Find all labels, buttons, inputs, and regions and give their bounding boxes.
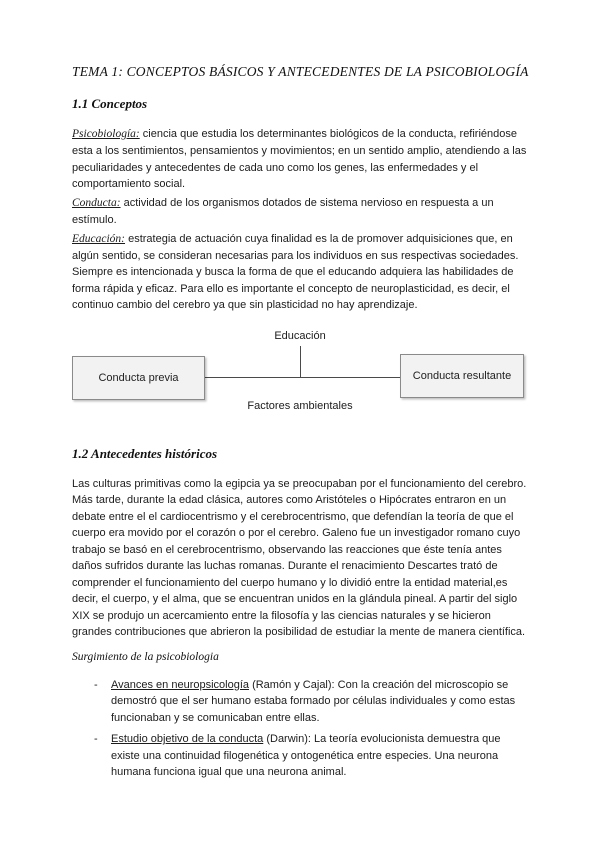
education-diagram	[72, 330, 528, 422]
section-1-heading: 1.1 Conceptos	[72, 96, 148, 111]
bullet-text-neuropsicologia: (Ramón y Cajal): Con la creación del microscopio se demostró que el ser humano estaba formado por células individuales y como estas funcionaban y se comunicaban entre ellas.	[111, 678, 516, 724]
definition-conducta-text: actividad de los organismos dotados de sistema nervioso en respuesta a un estímulo.	[72, 196, 494, 226]
bullet-text-conducta: (Darwin): La teoría evolucionista demuestra que existe una continuidad filogenética y ontogenética entre especies. Una neurona humana funciona igual que una neurona animal.	[111, 733, 501, 779]
definition-educacion-text: estrategia de actuación cuya finalidad es la de promover adquisiciones que, en algún sentido, se consideran necesarias para los individuos en sus respectivas sociedades. Siempre es intencionada y busca la forma de que el educando adquiera las habilidades de forma rápida y eficaz. Para ello es importante el concepto de neuroplasticidad, es decir, el continuo cambio del cerebro ya que sin plasticidad no hay aprendizaje.	[72, 232, 519, 312]
term-educacion: Educación:	[72, 232, 126, 245]
diagram-box-conducta-previa: Conducta previa	[72, 356, 205, 400]
term-conducta: Conducta:	[72, 196, 121, 209]
bullet-content-neuropsicologia	[111, 677, 528, 727]
diagram-horizontal-connector	[205, 377, 400, 378]
bullet-lead-neuropsicologia: Avances en neuropsicología	[111, 678, 250, 691]
bullet-dash: -	[94, 678, 98, 691]
document-title: TEMA 1: CONCEPTOS BÁSICOS Y ANTECEDENTES DE LA PSICOBIOLOGÍA	[72, 64, 529, 79]
section-2-heading: 1.2 Antecedentes históricos	[72, 445, 218, 461]
definition-conducta	[72, 195, 528, 229]
list-item	[94, 731, 528, 781]
list-item	[94, 677, 528, 727]
bullet-lead-conducta: Estudio objetivo de la conducta	[111, 733, 264, 746]
diagram-label-factores-ambientales: Factores ambientales	[247, 399, 353, 412]
subheading-surgimiento: Surgimiento de la psicobiologia	[72, 650, 219, 663]
definition-psicobiologia	[72, 126, 528, 193]
definition-educacion	[72, 231, 528, 314]
diagram-box-conducta-resultante: Conducta resultante	[400, 354, 524, 398]
diagram-label-educacion: Educación	[274, 329, 326, 342]
definition-psicobiologia-text: ciencia que estudia los determinantes biológicos de la conducta, refiriéndose esta a los sentimientos, pensamientos y movimientos; en un sentido amplio, atendiendo a las peculiaridades y antecedentes de cada uno como los genes, las enfermedades y el comportamiento social.	[72, 128, 527, 191]
historical-background-paragraph: Las culturas primitivas como la egipcia ya se preocupaban por el funcionamiento del cerebro. Más tarde, durante la edad clásica, autores como Aristóteles o Hipócrates entraron en un debate entre el el cardiocentrismo y el cerebrocentrismo, que defendían la teoría de que el cuerpo era movido por el corazón o por el cerebro. Galeno fue un investigador romano cuyo trabajo se basó en el cerebrocentrismo, observando las reacciones que éste tenía antes daños sufridos durante las luchas romanas. Durante el renacimiento Descartes trató de comprender el funcionamiento del cuerpo humano y lo dividió entre la entidad material,es decir, el cuerpo, y el alma, que se encuentran unidos en la glándula pineal. A partir del siglo XIX se produjo un acercamiento entre la filosofía y las ciencias naturales y se hicieron grandes contribuciones que abrieron la posibilidad de estudiar la mente de manera científica.	[72, 477, 527, 639]
diagram-vertical-connector	[300, 346, 301, 378]
bullet-list	[94, 677, 528, 781]
bullet-content-conducta	[111, 731, 528, 781]
bullet-dash: -	[94, 733, 98, 746]
term-psicobiologia: Psicobiología:	[72, 128, 140, 140]
